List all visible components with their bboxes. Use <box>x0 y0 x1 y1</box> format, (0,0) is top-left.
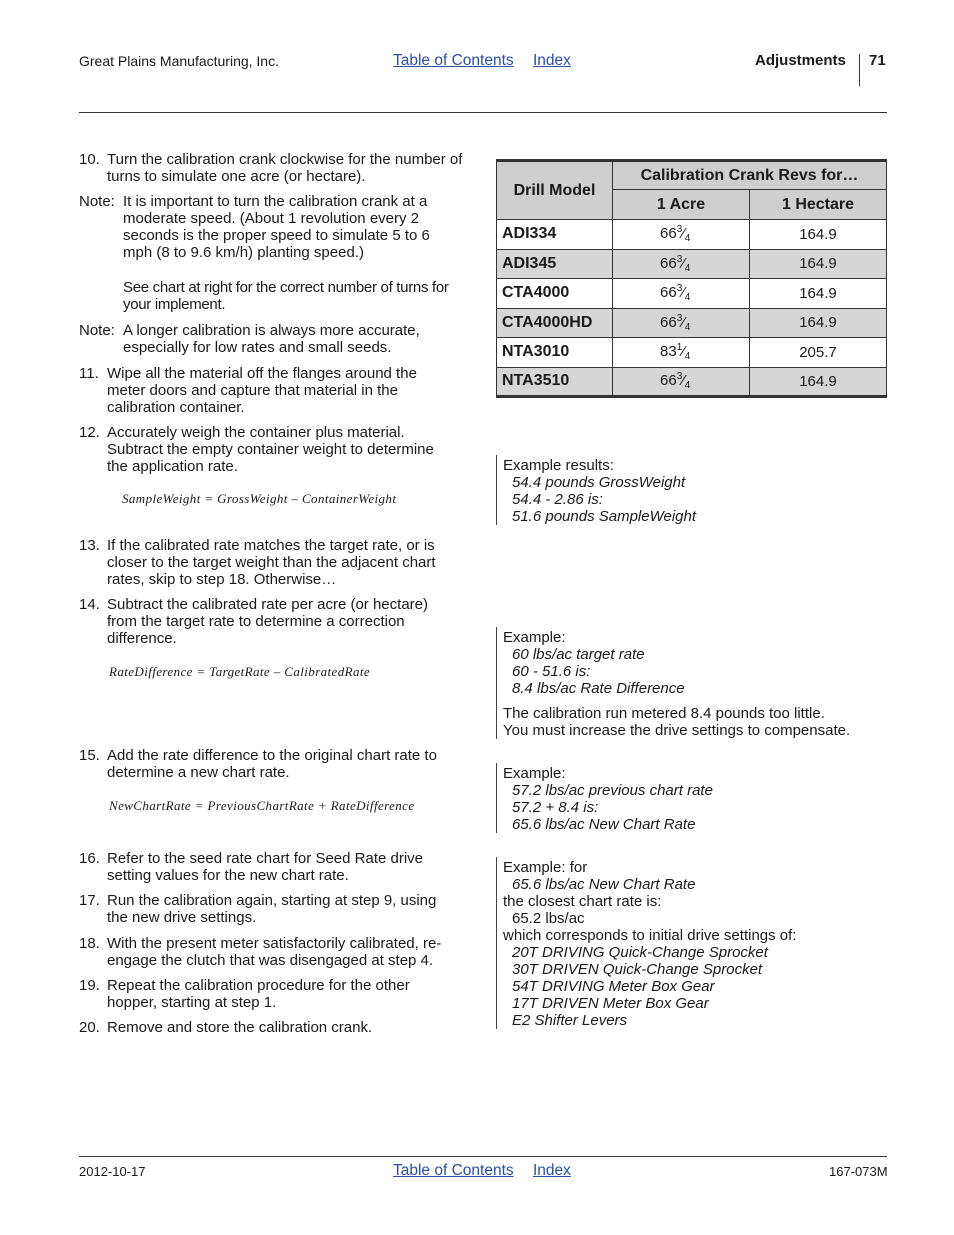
step-19 <box>79 977 479 1011</box>
example-note: You must increase the drive settings to compensate. <box>503 722 851 739</box>
row-hectare: 164.9 <box>750 220 887 250</box>
step-text: Refer to the seed rate chart for Seed Rate drive setting values for the new chart rate. <box>107 850 424 884</box>
step-number: 20. <box>79 1019 100 1036</box>
example-drive-settings <box>496 857 843 1029</box>
col-group-crank-revs: Calibration Crank Revs for… <box>613 161 887 190</box>
step-13 <box>79 537 479 588</box>
table-row <box>497 338 887 368</box>
example-line: 57.2 + 8.4 is: <box>512 799 599 816</box>
row-model: NTA3510 <box>497 367 613 397</box>
row-hectare: 164.9 <box>750 367 887 397</box>
step-11 <box>79 365 479 416</box>
section-title: Adjustments <box>755 52 846 69</box>
step-text: Accurately weigh the container plus material. Subtract the empty container weight to determine the application rate. <box>107 424 434 475</box>
example-title: Example: <box>503 765 566 782</box>
step-number: 15. <box>79 747 100 764</box>
page-number: 71 <box>869 52 886 69</box>
row-acre: $66^3⁄_4$ <box>613 279 750 309</box>
table-row <box>497 279 887 309</box>
toc-link-header[interactable]: Table of Contents <box>393 52 514 69</box>
col-1-acre: 1 Acre <box>613 190 750 220</box>
toc-link-footer[interactable]: Table of Contents <box>393 1162 514 1179</box>
example-line: 60 - 51.6 is: <box>512 663 591 680</box>
row-model: NTA3010 <box>497 338 613 368</box>
row-hectare: 164.9 <box>750 279 887 309</box>
row-model: ADI334 <box>497 220 613 250</box>
row-acre: $66^3⁄_4$ <box>613 367 750 397</box>
note-text: A longer calibration is always more accurate, especially for low rates and small seeds. <box>123 322 420 356</box>
drive-setting: 20T DRIVING Quick-Change Sprocket <box>512 944 768 961</box>
example-line: 65.6 lbs/ac New Chart Rate <box>512 876 696 893</box>
step-text: Run the calibration again, starting at step 9, using the new drive settings. <box>107 892 437 926</box>
row-model: CTA4000HD <box>497 308 613 338</box>
example-new-chart-rate <box>496 763 803 833</box>
example-results <box>496 455 803 525</box>
row-acre: $66^3⁄_4$ <box>613 249 750 279</box>
index-link-footer[interactable]: Index <box>533 1162 571 1179</box>
example-line: which corresponds to initial drive settings of: <box>503 927 797 944</box>
row-hectare: 164.9 <box>750 249 887 279</box>
note-label: Note: <box>79 322 115 339</box>
note-longer <box>79 322 479 356</box>
example-title: Example: <box>503 629 566 646</box>
step-16 <box>79 850 479 884</box>
table-row <box>497 249 887 279</box>
step-number: 10. <box>79 151 100 168</box>
col-1-hectare: 1 Hectare <box>750 190 887 220</box>
step-text: Wipe all the material off the flanges around the meter doors and capture that material in the calibration container. <box>107 365 417 416</box>
example-line: 54.4 pounds GrossWeight <box>512 474 686 491</box>
note-chart-ref <box>79 279 474 313</box>
row-hectare: 205.7 <box>750 338 887 368</box>
footer-date: 2012-10-17 <box>79 1164 146 1179</box>
step-12 <box>79 424 479 475</box>
step-text: Subtract the calibrated rate per acre (or hectare) from the target rate to determine a correction difference. <box>107 596 428 647</box>
header-rule <box>79 112 887 113</box>
step-10 <box>79 151 479 185</box>
row-acre: $83^1⁄_4$ <box>613 338 750 368</box>
step-18 <box>79 935 479 969</box>
calibration-table <box>496 159 887 398</box>
step-number: 14. <box>79 596 100 613</box>
example-line: 57.2 lbs/ac previous chart rate <box>512 782 713 799</box>
drive-setting: 17T DRIVEN Meter Box Gear <box>512 995 709 1012</box>
note-text: See chart at right for the correct number of turns for your implement. <box>123 279 449 313</box>
row-model: ADI345 <box>497 249 613 279</box>
step-20 <box>79 1019 479 1036</box>
step-number: 18. <box>79 935 100 952</box>
formula-sample-weight: SampleWeight = GrossWeight – ContainerWeight <box>122 491 397 506</box>
example-rate-difference <box>496 627 878 739</box>
row-acre: $66^3⁄_4$ <box>613 308 750 338</box>
header-divider <box>859 54 860 86</box>
drive-setting: 30T DRIVEN Quick-Change Sprocket <box>512 961 763 978</box>
step-15 <box>79 747 479 781</box>
drive-setting: E2 Shifter Levers <box>512 1012 628 1029</box>
step-14 <box>79 596 479 647</box>
row-model: CTA4000 <box>497 279 613 309</box>
note-speed <box>79 193 479 261</box>
example-line: 51.6 pounds SampleWeight <box>512 508 697 525</box>
step-17 <box>79 892 479 926</box>
example-line: 54.4 - 2.86 is: <box>512 491 603 508</box>
index-link-header[interactable]: Index <box>533 52 571 69</box>
step-text: Repeat the calibration procedure for the other hopper, starting at step 1. <box>107 977 410 1011</box>
step-number: 16. <box>79 850 100 867</box>
example-title: Example results: <box>503 457 614 474</box>
step-number: 13. <box>79 537 100 554</box>
example-line: 8.4 lbs/ac Rate Difference <box>512 680 685 697</box>
example-line: 60 lbs/ac target rate <box>512 646 645 663</box>
example-note: The calibration run metered 8.4 pounds too little. <box>503 705 825 722</box>
example-line: 65.2 lbs/ac <box>512 910 585 927</box>
company-name: Great Plains Manufacturing, Inc. <box>79 53 279 69</box>
drive-setting: 54T DRIVING Meter Box Gear <box>512 978 715 995</box>
table-row <box>497 308 887 338</box>
example-line: 65.6 lbs/ac New Chart Rate <box>512 816 696 833</box>
note-label: Note: <box>79 193 115 210</box>
step-text: If the calibrated rate matches the target rate, or is closer to the target weight than the adjacent chart rates, skip to step 18. Otherwise… <box>107 537 436 588</box>
row-acre: $66^3⁄_4$ <box>613 220 750 250</box>
note-text: It is important to turn the calibration crank at a moderate speed. (About 1 revolution every 2 seconds is the proper speed to simulate 5 to 6 mph (8 to 9.6 km/h) planting speed.) <box>123 193 430 261</box>
step-number: 17. <box>79 892 100 909</box>
table-row <box>497 367 887 397</box>
step-number: 19. <box>79 977 100 994</box>
step-text: Turn the calibration crank clockwise for the number of turns to simulate one acre (or hectare). <box>107 151 463 185</box>
table-row <box>497 220 887 250</box>
formula-rate-difference: RateDifference = TargetRate – CalibratedRate <box>109 664 371 679</box>
row-hectare: 164.9 <box>750 308 887 338</box>
formula-new-chart-rate: NewChartRate = PreviousChartRate + RateDifference <box>109 798 415 813</box>
step-text: With the present meter satisfactorily calibrated, re-engage the clutch that was disengaged at step 4. <box>107 935 442 969</box>
document-number: 167-073M <box>829 1164 888 1179</box>
example-title: Example: for <box>503 859 588 876</box>
col-drill-model: Drill Model <box>497 161 613 220</box>
step-text: Remove and store the calibration crank. <box>107 1019 373 1036</box>
step-number: 12. <box>79 424 100 441</box>
step-number: 11. <box>79 365 99 382</box>
step-text: Add the rate difference to the original chart rate to determine a new chart rate. <box>107 747 437 781</box>
footer-rule <box>79 1156 887 1157</box>
example-line: the closest chart rate is: <box>503 893 662 910</box>
